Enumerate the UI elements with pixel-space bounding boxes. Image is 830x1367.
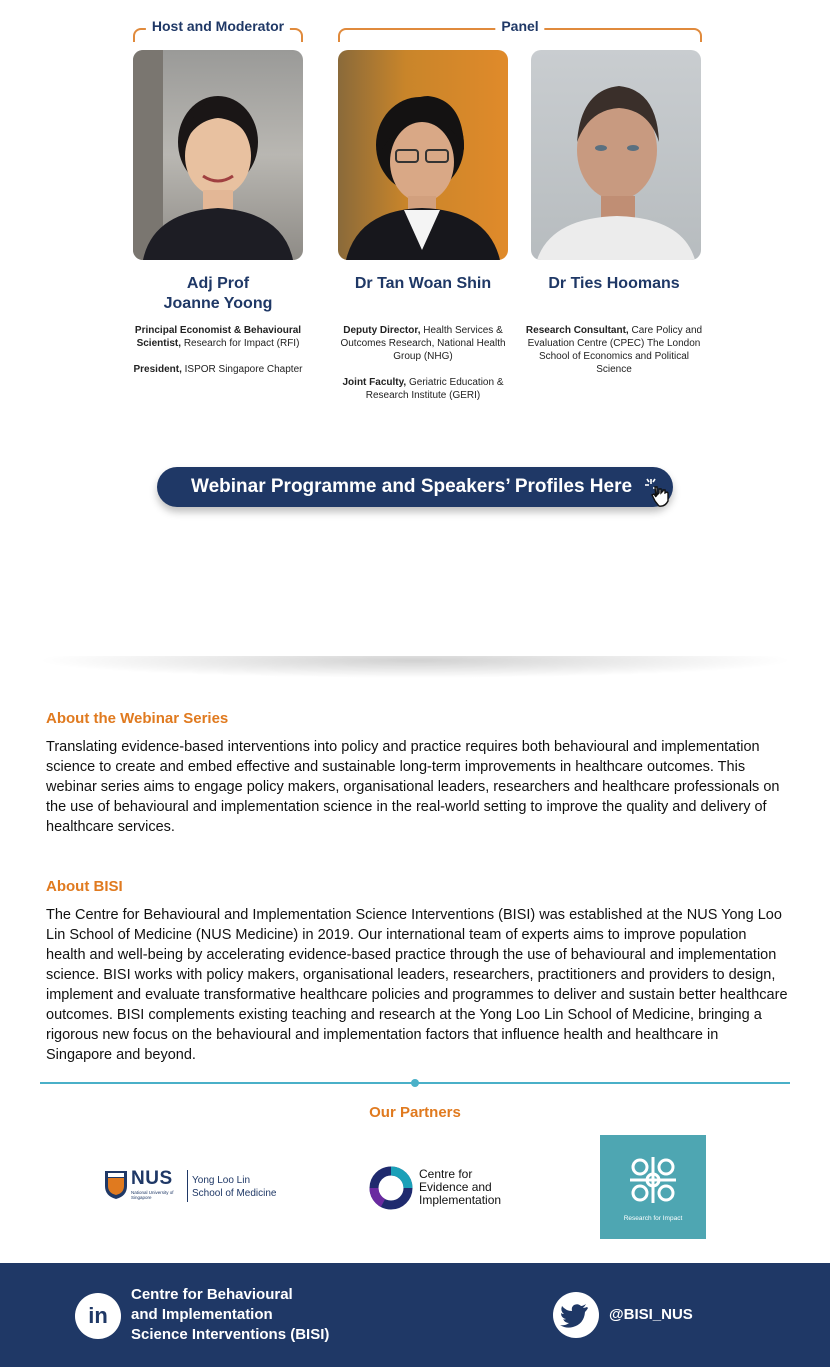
section-divider <box>35 656 795 678</box>
speaker-name-joanne-yoong <box>118 274 318 314</box>
about-bisi-title: About BISI <box>46 878 123 895</box>
host-header <box>133 18 303 42</box>
research-for-impact-logo[interactable] <box>600 1135 706 1239</box>
nus-abbr: NUS <box>131 1168 173 1189</box>
partners-title: Our Partners <box>369 1104 461 1121</box>
speaker-role-joanne-yoong <box>118 324 318 376</box>
host-header-label: Host and Moderator <box>146 18 290 34</box>
speaker-name-line2: Joanne Yoong <box>163 295 273 312</box>
cei-name: Centre for Evidence and Implementation <box>419 1167 502 1207</box>
footer <box>0 1263 830 1367</box>
twitter-icon[interactable] <box>553 1292 599 1338</box>
nus-small-name: National University of Singapore <box>131 1190 174 1200</box>
speaker-name-ties-hoomans: Dr Ties Hoomans <box>548 275 680 292</box>
speaker-photo-ties-hoomans <box>531 50 701 260</box>
hand-cursor-icon <box>645 475 679 509</box>
nus-crest-icon <box>104 1170 128 1200</box>
role-line: Research Consultant, Care Policy and Evaluation Centre (CPEC) The London School of Economics and Political Science <box>525 325 703 375</box>
webinar-programme-button-label: Webinar Programme and Speakers’ Profiles Here <box>191 476 633 497</box>
speaker-photo-joanne-yoong <box>133 50 303 260</box>
about-webinar-title: About the Webinar Series <box>46 710 229 727</box>
cei-ring-icon <box>368 1165 414 1211</box>
role-line: Joint Faculty, Geriatric Education & Research Institute (GERI) <box>342 377 504 401</box>
twitter-handle[interactable]: @BISI_NUS <box>609 1306 693 1323</box>
nus-medicine-logo[interactable] <box>104 1168 284 1208</box>
rfi-label: Research for Impact <box>623 1215 683 1222</box>
about-bisi-body: The Centre for Behavioural and Implementation Science Interventions (BISI) was established at the NUS Yong Loo Lin School of Medicine (NUS Medicine) in 2019. Our international team of experts aims to improve population health and well-being by accelerating evidence-based practice through the use of behavioural and implementation science. BISI works with policy makers, organisational leaders, researchers, practitioners and providers to design, implement and evaluate transformative healthcare policies and programmes to deliver and sustain better healthcare outcomes. BISI complements existing teaching and research at the Yong Loo Lin School of Medicine, bringing a rigorous new focus on the behavioural and implementation factors that influence health and healthcare in Singapore and beyond. <box>46 907 788 1063</box>
panel-header-label: Panel <box>495 18 544 34</box>
speaker-name-line1: Adj Prof <box>186 275 250 292</box>
panel-header <box>338 18 702 42</box>
partners-divider-dot <box>411 1079 419 1087</box>
about-webinar-body: Translating evidence-based interventions into policy and practice requires both behavioural and implementation science to create and embed effective and sustainable long-term improvements in healthcare outcomes. This webinar series aims to engage policy makers, organisational leaders, researchers and healthcare professionals on the use of behavioural and implementation science in the real-world setting to improve the quality and delivery of healthcare services. <box>46 739 780 835</box>
speaker-role-tan-woan-shin <box>323 324 523 402</box>
speaker-photo-tan-woan-shin <box>338 50 508 260</box>
webinar-programme-button[interactable] <box>157 467 673 507</box>
nus-school-name: Yong Loo Lin School of Medicine <box>192 1175 277 1199</box>
linkedin-icon[interactable]: in <box>75 1293 121 1339</box>
role-line: Deputy Director, Health Services & Outcomes Research, National Health Group (NHG) <box>340 325 506 362</box>
role-line: Principal Economist & Behavioural Scientist, Research for Impact (RFI) <box>134 325 302 349</box>
cei-logo[interactable] <box>368 1165 518 1211</box>
speaker-role-ties-hoomans <box>522 324 706 376</box>
role-line: President, ISPOR Singapore Chapter <box>133 364 303 375</box>
rfi-emblem-icon <box>626 1153 680 1207</box>
footer-org-name: Centre for Behavioural and Implementation Science Interventions (BISI) <box>131 1286 330 1343</box>
speaker-name-tan-woan-shin: Dr Tan Woan Shin <box>354 275 492 292</box>
